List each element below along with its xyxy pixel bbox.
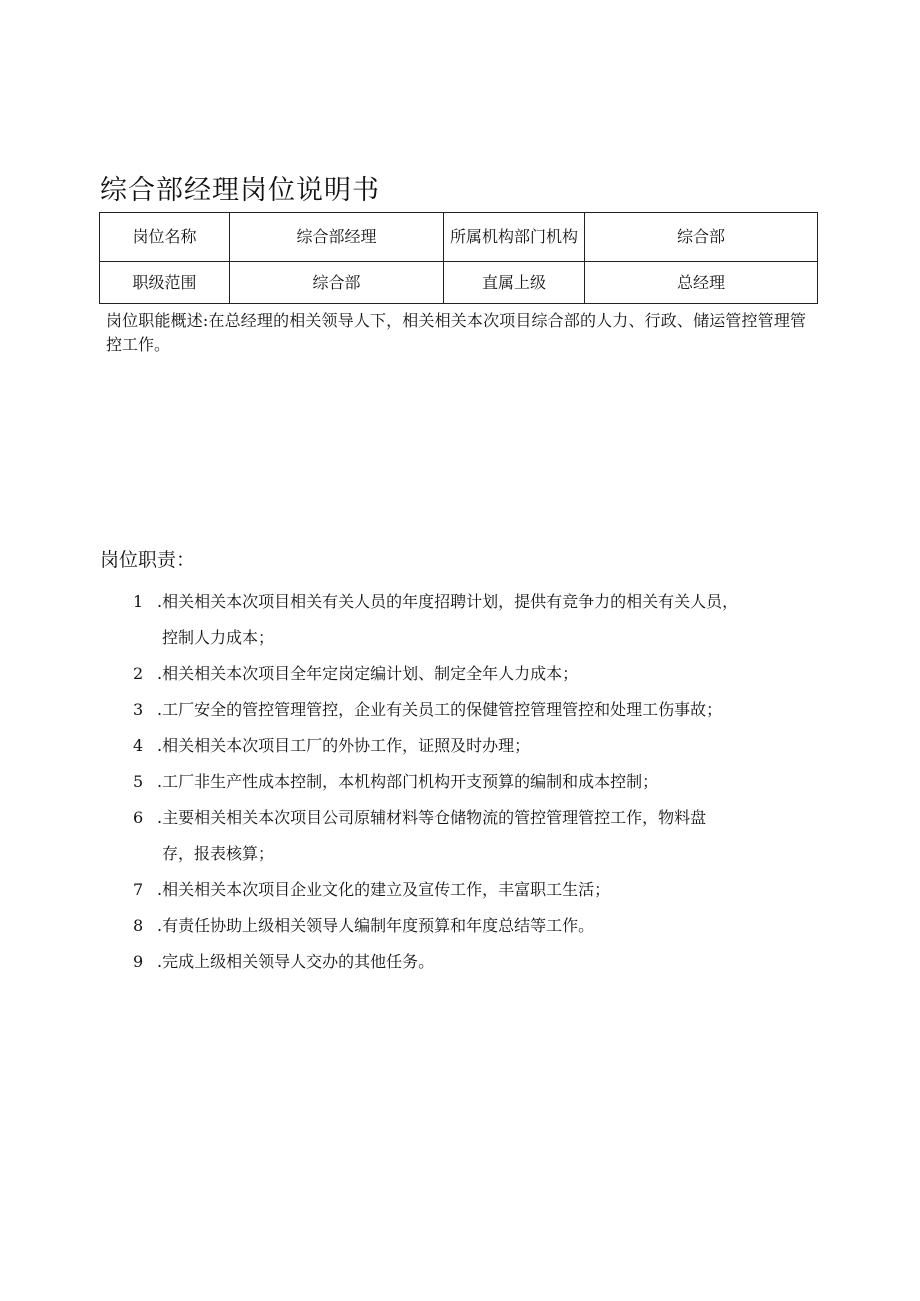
duty-text: .相关相关本次项目相关有关人员的年度招聘计划，提供有竞争力的相关有关人员，: [157, 592, 739, 611]
table-cell: 岗位名称: [100, 213, 230, 262]
duty-number: 5: [133, 772, 144, 791]
duty-text-continued: 存，报表核算；: [162, 844, 275, 863]
duty-text: .相关相关本次项目工厂的外协工作，证照及时办理；: [157, 736, 531, 755]
table-cell: 综合部: [230, 262, 444, 304]
list-item: [133, 656, 833, 692]
duty-number: 2: [133, 664, 144, 683]
table-row: [100, 262, 818, 304]
duty-number: 6: [133, 808, 144, 827]
page-title: 综合部经理岗位说明书: [100, 175, 380, 206]
list-item: [133, 728, 833, 764]
list-item: [133, 764, 833, 800]
duty-text: .主要相关相关本次项目公司原辅材料等仓储物流的管控管理管控工作，物料盘: [157, 808, 707, 827]
duty-text: .工厂非生产性成本控制，本机构部门机构开支预算的编制和成本控制；: [157, 772, 659, 791]
position-info-table: [99, 212, 818, 304]
duty-text: .完成上级相关领导人交办的其他任务。: [157, 952, 435, 971]
duty-number: 7: [133, 880, 144, 899]
table-cell: 综合部经理: [230, 213, 444, 262]
duty-text: .相关相关本次项目企业文化的建立及宣传工作，丰富职工生活；: [157, 880, 611, 899]
duty-number: 4: [133, 736, 144, 755]
list-item: [133, 800, 833, 872]
duty-number: 8: [133, 916, 144, 935]
duty-text: .工厂安全的管控管理管控，企业有关员工的保健管控管理管控和处理工伤事故；: [157, 700, 723, 719]
duty-number: 3: [133, 700, 144, 719]
duty-number: 9: [133, 952, 144, 971]
list-item: [133, 908, 833, 944]
list-item: [133, 584, 833, 656]
table-cell: 综合部: [585, 213, 818, 262]
table-cell: 总经理: [585, 262, 818, 304]
table-cell: 所属机构部门机构: [444, 213, 585, 262]
list-item: [133, 872, 833, 908]
table-cell: 直属上级: [444, 262, 585, 304]
duties-heading: 岗位职责：: [100, 549, 196, 571]
list-item: [133, 944, 833, 980]
duty-list: [133, 584, 833, 980]
position-overview: 岗位职能概述:在总经理的相关领导人下，相关相关本次项目综合部的人力、行政、储运管控管理管控工作。: [106, 311, 806, 354]
duty-text: .相关相关本次项目全年定岗定编计划、制定全年人力成本；: [157, 664, 579, 683]
list-item: [133, 692, 833, 728]
table-cell: 职级范围: [100, 262, 230, 304]
duty-number: 1: [133, 592, 144, 611]
table-row: [100, 213, 818, 262]
duty-text-continued: 控制人力成本；: [162, 628, 275, 647]
duty-text: .有责任协助上级相关领导人编制年度预算和年度总结等工作。: [157, 916, 595, 935]
